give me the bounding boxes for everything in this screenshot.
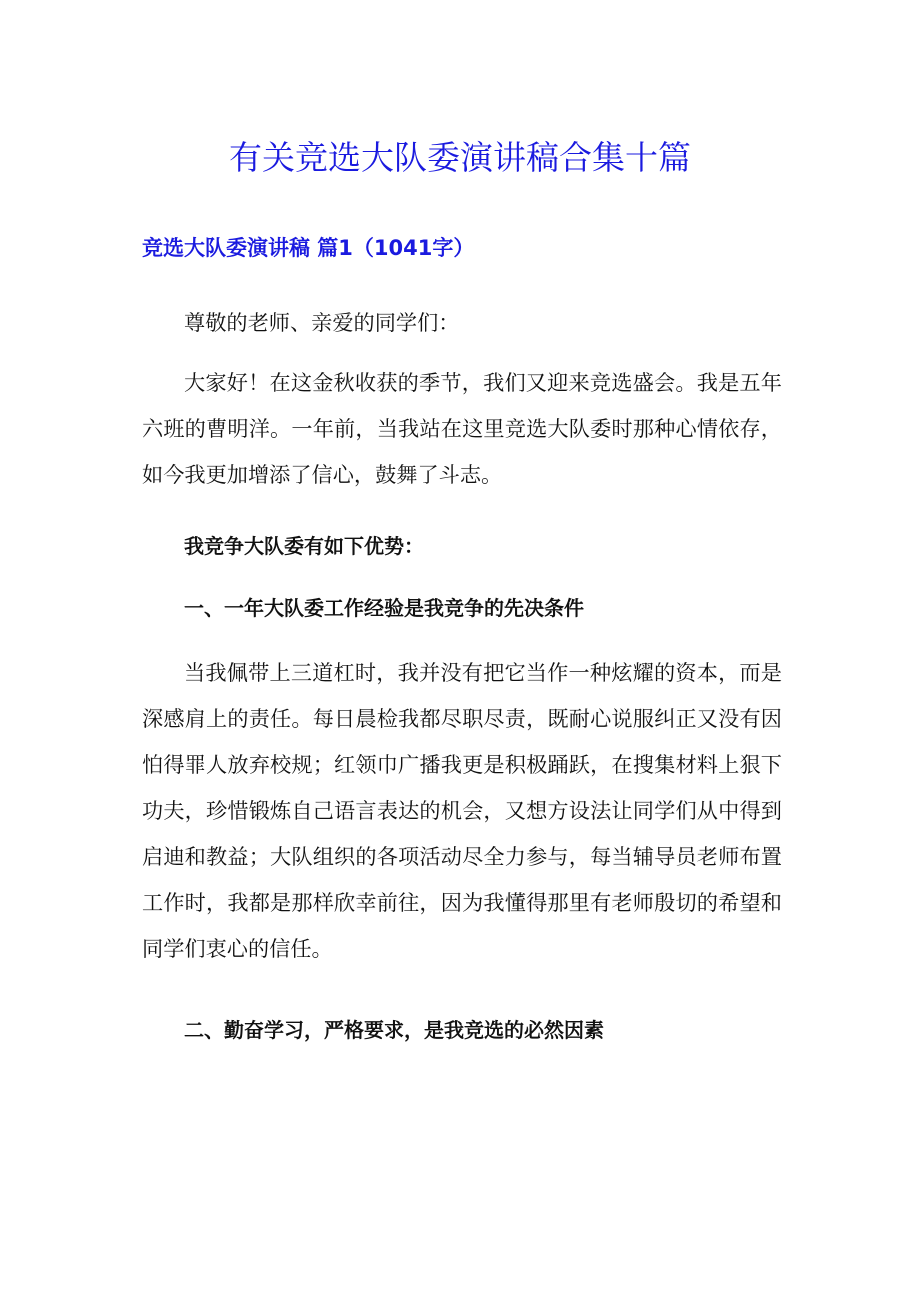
advantages-heading: 我竞争大队委有如下优势： (184, 534, 424, 558)
intro-paragraph: 大家好！在这金秋收获的季节，我们又迎来竞选盛会。我是五年六班的曹明洋。一年前，当我站在这里竞选大队委时那种心情依存，如今我更加增添了信心，鼓舞了斗志。 (142, 370, 782, 487)
greeting-paragraph: 尊敬的老师、亲爱的同学们： (184, 310, 460, 335)
section-heading: 竞选大队委演讲稿 篇1（1041字） (142, 236, 475, 260)
point-one-heading: 一、一年大队委工作经验是我竞争的先决条件 (184, 596, 584, 620)
point-two-heading: 二、勤奋学习，严格要求，是我竞选的必然因素 (184, 1018, 604, 1042)
point-one-paragraph: 当我佩带上三道杠时，我并没有把它当作一种炫耀的资本，而是深感肩上的责任。每日晨检我都尽职尽责，既耐心说服纠正又没有因怕得罪人放弃校规；红领巾广播我更是积极踊跃，在搜集材料上狠下功夫，珍惜锻炼自己语言表达的机会，又想方设法让同学们从中得到启迪和教益；大队组织的各项活动尽全力参与，每当辅导员老师布置工作时，我都是那样欣幸前往，因为我懂得那里有老师殷切的希望和同学们衷心的信任。 (142, 660, 782, 961)
document-title: 有关竞选大队委演讲稿合集十篇 (229, 138, 691, 177)
